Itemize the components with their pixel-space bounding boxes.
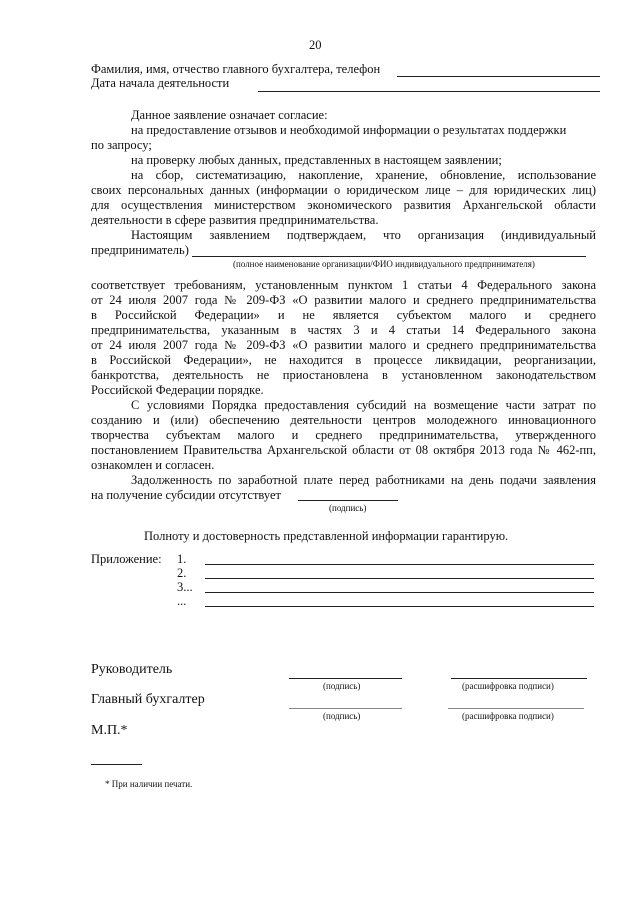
organization-name-caption: (полное наименование организации/ФИО индивидуального предпринимателя) — [233, 259, 535, 269]
conditions-line1: С условиями Порядка предоставления субсидий на возмещение части затрат по — [131, 398, 596, 412]
confirm-para-line4: предпринимательства, указанным в частях 3 и 4 статьи 14 Федерального закона — [91, 323, 596, 337]
accountant-signature-caption: (подпись) — [323, 711, 361, 721]
consent-item2: на проверку любых данных, представленных в настоящем заявлении; — [131, 153, 502, 167]
stamp-label: М.П.* — [91, 723, 128, 738]
page-number: 20 — [309, 38, 322, 52]
footnote-divider — [91, 764, 142, 765]
accountant-decode-field[interactable] — [448, 708, 584, 709]
accountant-signature-field[interactable] — [289, 708, 402, 709]
accountant-decode-caption: (расшифровка подписи) — [462, 711, 554, 721]
attachment-field-1[interactable] — [205, 564, 594, 565]
consent-item1-line2: по запросу; — [91, 138, 152, 152]
debt-signature-caption: (подпись) — [329, 503, 367, 513]
conditions-line2: созданию и (или) обеспечению деятельности центров молодежного инновационного — [91, 413, 596, 427]
attachment-field-3[interactable] — [205, 592, 594, 593]
organization-name-field[interactable] — [192, 256, 586, 257]
debt-signature-field[interactable] — [298, 500, 398, 501]
attachments-label: Приложение: — [91, 552, 162, 566]
debt-line1: Задолженность по заработной плате перед работниками на день подачи заявления — [131, 473, 596, 487]
attachment-field-2[interactable] — [205, 578, 594, 579]
consent-intro: Данное заявление означает согласие: — [131, 108, 328, 122]
debt-line2: на получение субсидии отсутствует — [91, 488, 281, 502]
attachment-number: 3... — [177, 580, 193, 594]
confirm-para-line3: в Российской Федерации» и не является субъектом малого и среднего — [91, 308, 596, 322]
confirm-para-line1: соответствует требованиям, установленным пунктом 1 статьи 4 Федерального закона — [91, 278, 596, 292]
attachment-number: 2. — [177, 566, 187, 580]
conditions-line5: ознакомлен и согласен. — [91, 458, 215, 472]
conditions-line4: постановлением Правительства Архангельской области от 08 октября 2013 года № 462-пп, — [91, 443, 596, 457]
confirm-line2: предприниматель) — [91, 243, 189, 257]
head-signature-caption: (подпись) — [323, 681, 361, 691]
conditions-line3: творчества субъектам малого и среднего предпринимательства, утвержденного — [91, 428, 596, 442]
start-date-field[interactable] — [258, 91, 600, 92]
attachment-number: ... — [177, 594, 187, 608]
attachment-field-4[interactable] — [205, 606, 594, 607]
confirm-para-line5: от 24 июля 2007 года № 209-ФЗ «О развитии малого и среднего предпринимательства — [91, 338, 596, 352]
consent-item3-line1: на сбор, систематизацию, накопление, хранение, обновление, использование — [131, 168, 596, 182]
head-signature-field[interactable] — [289, 678, 402, 679]
accountant-label: Главный бухгалтер — [91, 692, 205, 707]
head-decode-caption: (расшифровка подписи) — [462, 681, 554, 691]
head-decode-field[interactable] — [451, 678, 587, 679]
consent-item3-line4: деятельности в сфере развития предпринимательства. — [91, 213, 379, 227]
confirm-line1: Настоящим заявлением подтверждаем, что организация (индивидуальный — [131, 228, 596, 242]
attachment-number: 1. — [177, 552, 187, 566]
guarantee-statement: Полноту и достоверность представленной информации гарантирую. — [144, 529, 509, 543]
confirm-para-line2: от 24 июля 2007 года № 209-ФЗ «О развитии малого и среднего предпринимательства — [91, 293, 596, 307]
consent-item3-line3: для осуществления министерством экономического развития Архангельской области — [91, 198, 596, 212]
chief-accountant-label: Фамилия, имя, отчество главного бухгалтера, телефон — [91, 62, 381, 76]
chief-accountant-field[interactable] — [397, 76, 600, 77]
confirm-para-line8: Российской Федерации порядке. — [91, 383, 264, 397]
start-date-label: Дата начала деятельности — [91, 76, 230, 90]
consent-item1-line1: на предоставление отзывов и необходимой информации о результатах поддержки — [131, 123, 567, 137]
footnote: * При наличии печати. — [105, 779, 193, 789]
confirm-para-line6: в Российской Федерации», не находится в процессе ликвидации, реорганизации, — [91, 353, 596, 367]
head-label: Руководитель — [91, 662, 173, 677]
confirm-para-line7: банкротства, деятельность не приостановлена в установленном законодательством — [91, 368, 596, 382]
consent-item3-line2: своих персональных данных (информации о юридическом лице – для юридических лиц) — [91, 183, 596, 197]
